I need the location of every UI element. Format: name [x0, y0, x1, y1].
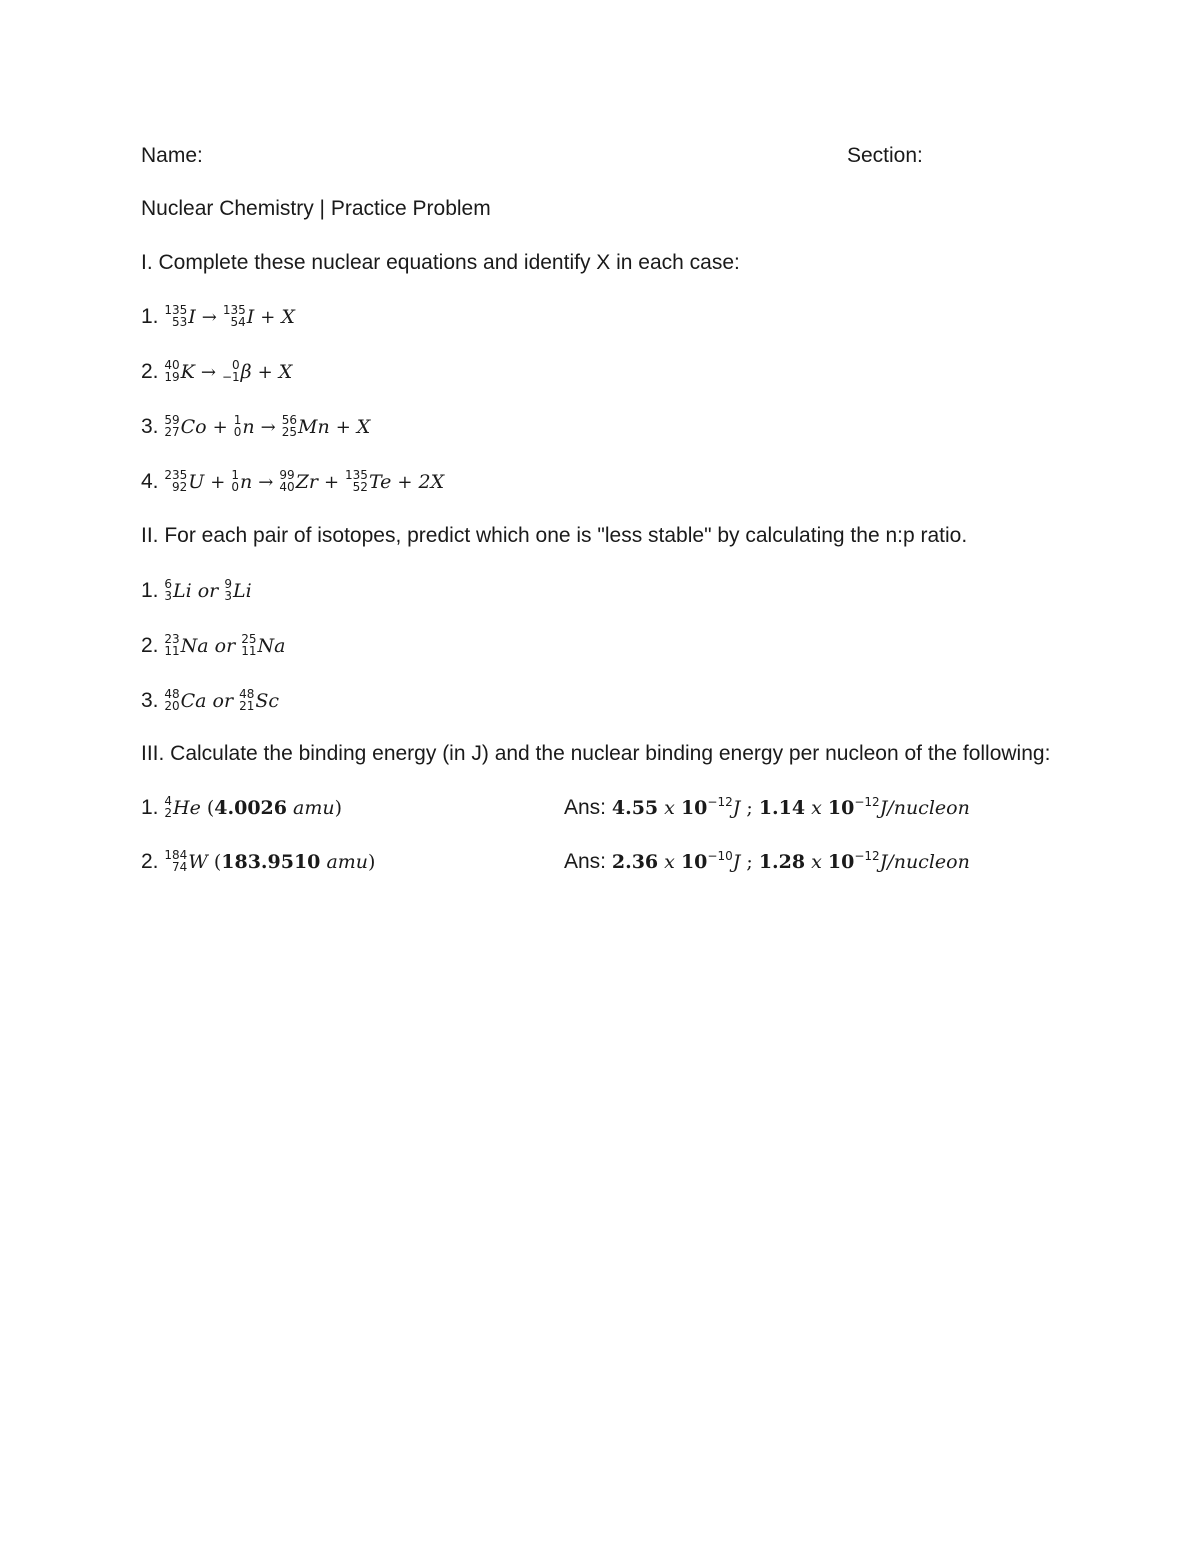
base-ten: 10	[680, 851, 708, 873]
atomic-number: 3	[164, 589, 172, 604]
atomic-number: 11	[241, 644, 257, 659]
atomic-number: −1	[221, 370, 240, 385]
energy-unit: J	[732, 797, 741, 819]
atomic-number: 40	[279, 480, 295, 495]
isotope-numbers	[231, 469, 239, 493]
mass-number: 1	[231, 468, 240, 483]
connector-word: or	[206, 690, 240, 712]
operator: +	[397, 472, 413, 493]
part3-question	[141, 795, 342, 821]
element-symbol: W	[188, 851, 208, 873]
mass-number: 1	[233, 413, 242, 428]
mantissa: 1.14	[758, 797, 806, 819]
element-symbol: U	[188, 471, 205, 493]
element-symbol: Co	[180, 416, 207, 438]
mass-number: 25	[241, 632, 257, 647]
nuclide	[357, 415, 371, 438]
item-number: 3.	[141, 689, 165, 712]
element-symbol: Mn	[297, 416, 330, 438]
isotope-numbers	[345, 469, 368, 493]
nuclide	[239, 689, 279, 712]
nuclide	[164, 850, 207, 873]
operator: +	[323, 472, 340, 493]
mass-value: 183.9510	[221, 851, 321, 873]
times-x: x	[658, 851, 681, 873]
atomic-number: 74	[171, 860, 188, 875]
element-symbol: Li	[232, 580, 252, 602]
operator: →	[200, 362, 216, 383]
part3-answer	[564, 795, 970, 821]
isotope-numbers	[164, 849, 187, 873]
mantissa: 1.28	[758, 851, 806, 873]
part1-equation	[141, 359, 292, 386]
item-number: 1.	[141, 579, 165, 602]
mass-number: 235	[164, 468, 188, 483]
part1-equation	[141, 414, 370, 441]
atomic-number: 92	[171, 480, 188, 495]
paren-close: )	[334, 797, 343, 819]
name-label: Name:	[141, 144, 203, 167]
paren-close: )	[368, 851, 376, 873]
exponent: −10	[707, 849, 733, 863]
energy-unit: J/nucleon	[879, 797, 970, 819]
item-number: 2.	[141, 634, 165, 657]
element-symbol: Zr	[295, 471, 318, 493]
isotope-numbers	[224, 578, 232, 602]
paren-open: (	[200, 797, 215, 819]
operator: →	[201, 307, 217, 328]
nuclide	[231, 470, 252, 493]
paren-open: (	[207, 851, 222, 873]
item-number: 4.	[141, 470, 165, 493]
atomic-number: 19	[164, 370, 180, 385]
element-symbol: X	[281, 306, 295, 328]
nuclide	[345, 470, 391, 493]
isotope-numbers	[239, 688, 254, 712]
separator: ;	[740, 797, 759, 819]
base-ten: 10	[827, 851, 855, 873]
binding-energy	[612, 851, 740, 873]
times-x: x	[658, 797, 681, 819]
part2-pair	[141, 578, 252, 604]
binding-energy-per-nucleon	[759, 797, 970, 819]
mass-number: 48	[164, 687, 180, 702]
element-symbol: X	[278, 361, 293, 383]
connector-word: or	[191, 580, 225, 602]
nuclide	[222, 360, 252, 383]
atomic-number: 54	[230, 315, 246, 330]
mass-number: 56	[281, 413, 297, 428]
base-ten: 10	[827, 797, 855, 819]
element-symbol: He	[173, 797, 201, 819]
mass-number: 0	[232, 358, 240, 373]
nuclide	[164, 579, 191, 602]
answer-label: Ans:	[564, 796, 612, 819]
isotope-numbers	[164, 414, 179, 438]
atomic-number: 3	[224, 589, 232, 604]
part3-answer	[564, 849, 970, 875]
atomic-mass	[201, 797, 342, 819]
isotope-numbers	[164, 795, 172, 819]
nuclide	[164, 689, 206, 712]
isotope-numbers	[222, 359, 240, 383]
nuclide	[223, 305, 254, 328]
exponent: −12	[854, 795, 880, 809]
mass-number: 23	[164, 632, 180, 647]
element-symbol: I	[246, 306, 255, 328]
nuclide	[279, 360, 293, 383]
answer-label: Ans:	[564, 850, 612, 873]
section-label: Section:	[847, 144, 923, 167]
nuclide	[164, 415, 206, 438]
atomic-number: 21	[239, 699, 255, 714]
mass-number: 59	[164, 413, 180, 428]
item-number: 2.	[141, 850, 165, 873]
item-number: 2.	[141, 360, 165, 383]
isotope-numbers	[279, 469, 294, 493]
item-number: 1.	[141, 305, 165, 328]
element-symbol: I	[188, 306, 196, 328]
operator: +	[212, 417, 228, 438]
element-symbol: n	[240, 471, 253, 493]
base-ten: 10	[680, 797, 708, 819]
operator: →	[260, 417, 276, 438]
mantissa: 2.36	[611, 851, 659, 873]
binding-energy	[612, 797, 740, 819]
connector-word: or	[208, 635, 242, 657]
atomic-number: 53	[171, 315, 188, 330]
nuclide	[241, 634, 285, 657]
item-number: 1.	[141, 796, 165, 819]
mass-number: 9	[224, 577, 232, 592]
exponent: −12	[707, 795, 733, 809]
element-symbol: Sc	[255, 690, 280, 712]
element-symbol: n	[242, 416, 255, 438]
mass-number: 135	[164, 303, 188, 318]
element-symbol: β	[240, 361, 252, 383]
item-number: 3.	[141, 415, 165, 438]
energy-unit: J/nucleon	[879, 851, 970, 873]
atomic-number: 11	[164, 644, 180, 659]
mantissa: 4.55	[611, 797, 659, 819]
isotope-numbers	[164, 633, 179, 657]
isotope-numbers	[241, 633, 256, 657]
atomic-number: 0	[233, 425, 242, 440]
element-symbol: Na	[180, 635, 209, 657]
atomic-number: 52	[352, 480, 368, 495]
mass-number: 48	[239, 687, 255, 702]
nuclide	[418, 470, 444, 493]
element-symbol: 2X	[418, 471, 445, 493]
element-symbol: K	[180, 361, 195, 383]
nuclide	[164, 634, 208, 657]
element-symbol: Na	[257, 635, 286, 657]
page-title: Nuclear Chemistry | Practice Problem	[141, 197, 491, 220]
atomic-number: 0	[231, 480, 240, 495]
separator: ;	[740, 851, 759, 873]
isotope-numbers	[282, 414, 297, 438]
nuclide	[224, 579, 251, 602]
part1-equation	[141, 469, 444, 496]
operator: +	[260, 307, 276, 328]
part1-equation	[141, 304, 295, 331]
atomic-number: 27	[164, 425, 180, 440]
isotope-numbers	[164, 304, 187, 328]
atomic-mass	[208, 851, 376, 873]
part2-pair	[141, 688, 279, 714]
energy-unit: J	[732, 851, 741, 873]
mass-unit: amu	[293, 797, 335, 819]
mass-number: 4	[164, 794, 172, 809]
operator: +	[210, 472, 226, 493]
times-x: x	[805, 797, 828, 819]
operator: +	[335, 417, 351, 438]
mass-number: 99	[279, 468, 295, 483]
nuclide	[281, 305, 295, 328]
part3-heading: III. Calculate the binding energy (in J) and the nuclear binding energy per nucleon of the following:	[141, 742, 1051, 765]
isotope-numbers	[234, 414, 242, 438]
mass-number: 135	[345, 468, 368, 483]
atomic-number: 20	[164, 699, 180, 714]
times-x: x	[805, 851, 828, 873]
isotope-numbers	[223, 304, 246, 328]
element-symbol: X	[356, 416, 371, 438]
operator: →	[258, 472, 274, 493]
part3-question	[141, 849, 375, 875]
nuclide	[234, 415, 255, 438]
mass-number: 184	[164, 848, 188, 863]
nuclide	[164, 360, 194, 383]
operator: +	[257, 362, 273, 383]
nuclide	[164, 305, 195, 328]
exponent: −12	[854, 849, 880, 863]
atomic-number: 2	[164, 806, 172, 821]
nuclide	[164, 470, 204, 493]
isotope-numbers	[164, 469, 187, 493]
nuclide	[282, 415, 330, 438]
part2-pair	[141, 633, 285, 659]
isotope-numbers	[164, 688, 179, 712]
element-symbol: Te	[368, 471, 392, 493]
atomic-number: 25	[281, 425, 297, 440]
mass-value: 4.0026	[214, 797, 287, 819]
isotope-numbers	[164, 578, 172, 602]
mass-number: 135	[222, 303, 246, 318]
part2-heading: II. For each pair of isotopes, predict which one is "less stable" by calculating the n:p ratio.	[141, 524, 968, 547]
mass-number: 40	[164, 358, 180, 373]
mass-number: 6	[164, 577, 172, 592]
part1-heading: I. Complete these nuclear equations and identify X in each case:	[141, 251, 740, 274]
mass-unit: amu	[326, 851, 369, 873]
element-symbol: Ca	[180, 690, 207, 712]
isotope-numbers	[164, 359, 179, 383]
element-symbol: Li	[173, 580, 192, 602]
nuclide	[164, 796, 200, 819]
binding-energy-per-nucleon	[759, 851, 970, 873]
nuclide	[279, 470, 318, 493]
